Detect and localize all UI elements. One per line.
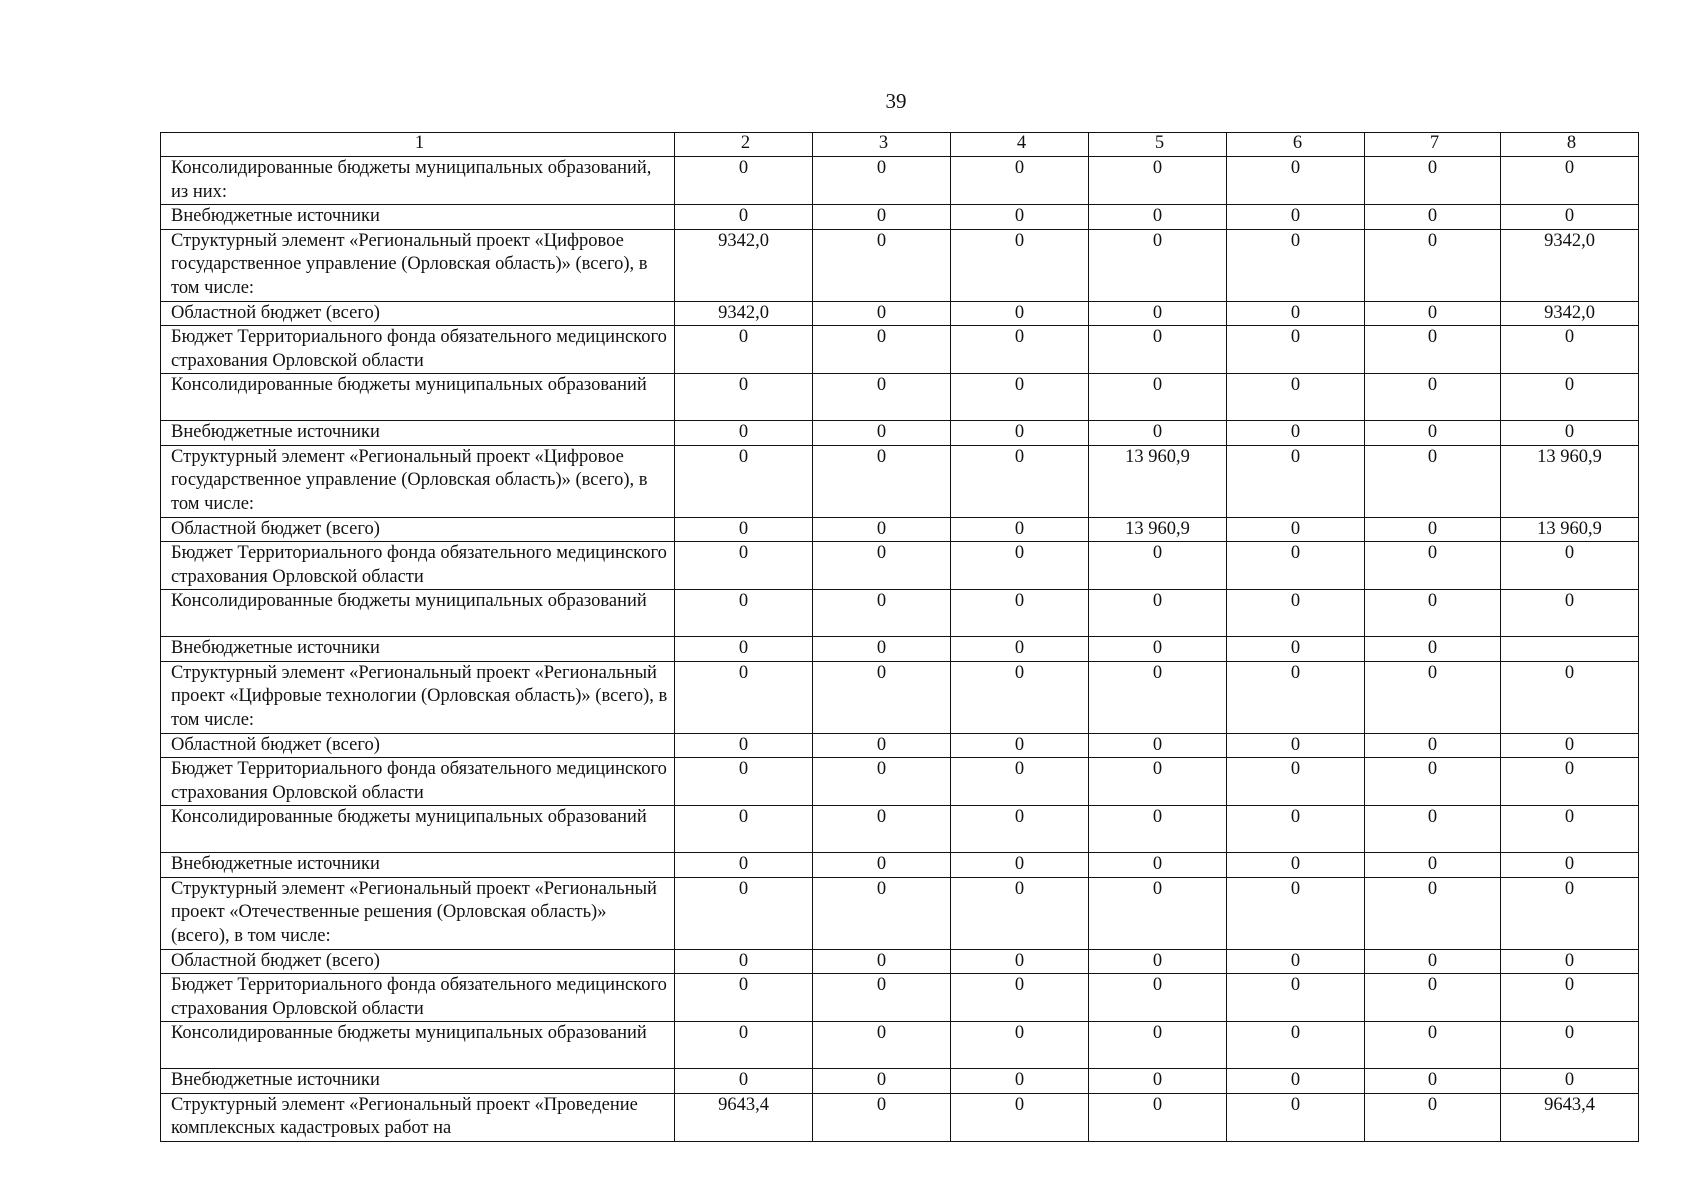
table-row [161, 421, 1639, 446]
table-row [161, 590, 1639, 637]
value-cell: 0 [1227, 758, 1365, 806]
value-cell: 13 960,9 [1089, 517, 1227, 542]
row-label: Структурный элемент «Региональный проект «Цифровое государственное управление (Орловская область)» (всего), в том числе: [161, 445, 675, 517]
value-cell: 0 [1089, 1022, 1227, 1069]
table-row [161, 445, 1639, 517]
value-cell: 0 [1501, 877, 1639, 949]
value-cell: 0 [1089, 637, 1227, 662]
value-cell: 0 [951, 1069, 1089, 1094]
value-cell: 0 [951, 758, 1089, 806]
value-cell: 0 [1227, 590, 1365, 637]
value-cell: 0 [675, 1069, 813, 1094]
value-cell: 0 [951, 421, 1089, 446]
row-label: Бюджет Территориального фонда обязательного медицинского страхования Орловской области [161, 542, 675, 590]
value-cell: 0 [951, 637, 1089, 662]
row-label: Бюджет Территориального фонда обязательного медицинского страхования Орловской области [161, 758, 675, 806]
page-number: 39 [885, 89, 907, 113]
row-label: Консолидированные бюджеты муниципальных образований, из них: [161, 157, 675, 205]
table-row [161, 542, 1639, 590]
row-label: Внебюджетные источники [161, 421, 675, 446]
value-cell: 0 [951, 1022, 1089, 1069]
value-cell: 0 [1365, 733, 1501, 758]
value-cell: 9342,0 [675, 229, 813, 301]
value-cell: 0 [1089, 229, 1227, 301]
value-cell: 0 [675, 758, 813, 806]
value-cell: 9342,0 [1501, 301, 1639, 326]
value-cell: 0 [1089, 853, 1227, 878]
column-header: 1 [161, 133, 675, 157]
table-row [161, 374, 1639, 421]
row-label: Областной бюджет (всего) [161, 301, 675, 326]
column-header: 3 [813, 133, 951, 157]
table-row [161, 1069, 1639, 1094]
value-cell: 0 [675, 445, 813, 517]
table-row [161, 974, 1639, 1022]
budget-table [160, 132, 1639, 1142]
row-label: Внебюджетные источники [161, 637, 675, 662]
table-row [161, 1022, 1639, 1069]
value-cell: 0 [1227, 853, 1365, 878]
column-header: 8 [1501, 133, 1639, 157]
value-cell: 0 [1365, 877, 1501, 949]
value-cell: 0 [813, 1022, 951, 1069]
value-cell: 0 [1501, 1069, 1639, 1094]
value-cell: 0 [951, 590, 1089, 637]
value-cell: 0 [813, 949, 951, 974]
value-cell: 13 960,9 [1501, 517, 1639, 542]
table-row [161, 157, 1639, 205]
value-cell: 0 [813, 517, 951, 542]
value-cell: 0 [1501, 1022, 1639, 1069]
column-header: 7 [1365, 133, 1501, 157]
value-cell: 0 [1089, 157, 1227, 205]
value-cell: 0 [675, 517, 813, 542]
value-cell: 0 [1227, 229, 1365, 301]
table-row [161, 733, 1639, 758]
row-label: Структурный элемент «Региональный проект «Региональный проект «Цифровые технологии (Орловская область)» (всего), в том числе: [161, 661, 675, 733]
value-cell: 0 [1365, 1069, 1501, 1094]
column-header: 5 [1089, 133, 1227, 157]
value-cell: 0 [1089, 661, 1227, 733]
value-cell: 0 [813, 301, 951, 326]
value-cell: 0 [951, 661, 1089, 733]
value-cell: 0 [813, 758, 951, 806]
value-cell: 0 [1501, 758, 1639, 806]
value-cell: 0 [675, 374, 813, 421]
value-cell: 0 [1501, 590, 1639, 637]
row-label: Областной бюджет (всего) [161, 949, 675, 974]
value-cell: 0 [1365, 421, 1501, 446]
value-cell: 0 [813, 974, 951, 1022]
value-cell: 0 [675, 542, 813, 590]
value-cell: 0 [1365, 853, 1501, 878]
value-cell: 0 [675, 637, 813, 662]
value-cell: 0 [1227, 1069, 1365, 1094]
value-cell: 0 [813, 733, 951, 758]
value-cell: 0 [951, 1093, 1089, 1141]
value-cell: 0 [1089, 974, 1227, 1022]
table-row [161, 1093, 1639, 1141]
value-cell: 0 [1501, 974, 1639, 1022]
value-cell: 0 [1089, 877, 1227, 949]
row-label: Консолидированные бюджеты муниципальных образований [161, 1022, 675, 1069]
row-label: Областной бюджет (всего) [161, 733, 675, 758]
value-cell: 0 [1227, 637, 1365, 662]
value-cell: 0 [813, 853, 951, 878]
row-label: Внебюджетные источники [161, 853, 675, 878]
table-row [161, 949, 1639, 974]
value-cell: 0 [675, 806, 813, 853]
value-cell: 0 [951, 974, 1089, 1022]
value-cell: 0 [1365, 374, 1501, 421]
value-cell: 0 [1501, 949, 1639, 974]
value-cell: 0 [813, 877, 951, 949]
value-cell: 0 [1227, 1093, 1365, 1141]
row-label: Консолидированные бюджеты муниципальных образований [161, 374, 675, 421]
value-cell: 0 [1227, 517, 1365, 542]
value-cell: 0 [1089, 806, 1227, 853]
value-cell: 0 [675, 733, 813, 758]
value-cell: 0 [1501, 542, 1639, 590]
value-cell: 0 [1227, 301, 1365, 326]
value-cell: 0 [1365, 949, 1501, 974]
value-cell: 0 [1089, 590, 1227, 637]
value-cell: 0 [813, 205, 951, 230]
value-cell: 0 [1227, 974, 1365, 1022]
value-cell: 0 [675, 590, 813, 637]
table-row [161, 758, 1639, 806]
row-label: Структурный элемент «Региональный проект «Проведение комплексных кадастровых работ на [161, 1093, 675, 1141]
value-cell: 0 [1227, 806, 1365, 853]
value-cell: 0 [1365, 637, 1501, 662]
value-cell: 0 [1501, 661, 1639, 733]
value-cell: 0 [675, 1022, 813, 1069]
value-cell: 0 [1227, 542, 1365, 590]
value-cell: 0 [1365, 661, 1501, 733]
value-cell: 0 [1227, 445, 1365, 517]
row-label: Консолидированные бюджеты муниципальных образований [161, 806, 675, 853]
value-cell: 0 [1365, 1093, 1501, 1141]
value-cell: 0 [951, 542, 1089, 590]
value-cell: 0 [675, 974, 813, 1022]
value-cell: 0 [1365, 1022, 1501, 1069]
row-label: Бюджет Территориального фонда обязательного медицинского страхования Орловской области [161, 326, 675, 374]
value-cell: 0 [1501, 421, 1639, 446]
value-cell: 0 [813, 637, 951, 662]
value-cell: 0 [675, 949, 813, 974]
table-row [161, 877, 1639, 949]
value-cell: 0 [951, 157, 1089, 205]
value-cell: 0 [1089, 1093, 1227, 1141]
value-cell: 0 [951, 374, 1089, 421]
table-row [161, 637, 1639, 662]
row-label: Консолидированные бюджеты муниципальных образований [161, 590, 675, 637]
value-cell: 0 [675, 157, 813, 205]
value-cell: 0 [951, 445, 1089, 517]
column-header: 2 [675, 133, 813, 157]
table-row [161, 517, 1639, 542]
value-cell: 0 [1089, 542, 1227, 590]
value-cell: 0 [675, 853, 813, 878]
value-cell: 0 [951, 301, 1089, 326]
value-cell: 0 [1365, 517, 1501, 542]
value-cell: 0 [1227, 205, 1365, 230]
value-cell: 0 [675, 877, 813, 949]
value-cell: 0 [951, 949, 1089, 974]
row-label: Структурный элемент «Региональный проект «Региональный проект «Отечественные решения (Орловская область)» (всего), в том числе: [161, 877, 675, 949]
value-cell: 0 [813, 421, 951, 446]
value-cell: 0 [1089, 205, 1227, 230]
table-row [161, 301, 1639, 326]
value-cell: 0 [1227, 157, 1365, 205]
value-cell: 0 [813, 1093, 951, 1141]
value-cell: 0 [1089, 949, 1227, 974]
table-row [161, 853, 1639, 878]
value-cell: 0 [1365, 445, 1501, 517]
value-cell: 0 [675, 205, 813, 230]
column-header: 4 [951, 133, 1089, 157]
value-cell: 0 [1089, 758, 1227, 806]
value-cell: 0 [1365, 758, 1501, 806]
value-cell: 9643,4 [675, 1093, 813, 1141]
value-cell: 0 [813, 445, 951, 517]
row-label: Бюджет Территориального фонда обязательного медицинского страхования Орловской области [161, 974, 675, 1022]
value-cell: 0 [813, 157, 951, 205]
value-cell: 0 [1501, 157, 1639, 205]
value-cell: 0 [1501, 205, 1639, 230]
value-cell: 0 [951, 733, 1089, 758]
value-cell: 0 [1365, 806, 1501, 853]
value-cell: 0 [1227, 1022, 1365, 1069]
value-cell: 0 [813, 806, 951, 853]
value-cell: 0 [951, 806, 1089, 853]
table-row [161, 661, 1639, 733]
value-cell: 0 [1365, 326, 1501, 374]
value-cell: 0 [1089, 421, 1227, 446]
value-cell: 0 [1089, 374, 1227, 421]
value-cell: 0 [675, 326, 813, 374]
value-cell: 9342,0 [675, 301, 813, 326]
value-cell: 0 [1227, 661, 1365, 733]
value-cell: 0 [813, 590, 951, 637]
value-cell: 0 [1501, 326, 1639, 374]
table-row [161, 806, 1639, 853]
table-row [161, 326, 1639, 374]
value-cell: 0 [1365, 205, 1501, 230]
value-cell: 0 [1501, 853, 1639, 878]
value-cell: 0 [813, 1069, 951, 1094]
value-cell: 9342,0 [1501, 229, 1639, 301]
value-cell: 0 [1089, 733, 1227, 758]
row-label: Структурный элемент «Региональный проект «Цифровое государственное управление (Орловская область)» (всего), в том числе: [161, 229, 675, 301]
value-cell: 0 [1227, 374, 1365, 421]
value-cell: 0 [1365, 590, 1501, 637]
value-cell: 0 [951, 229, 1089, 301]
row-label: Внебюджетные источники [161, 1069, 675, 1094]
value-cell: 0 [951, 853, 1089, 878]
value-cell: 0 [1227, 877, 1365, 949]
value-cell: 0 [1501, 733, 1639, 758]
value-cell: 0 [1227, 733, 1365, 758]
value-cell [1501, 637, 1639, 662]
value-cell: 0 [675, 661, 813, 733]
value-cell: 0 [813, 326, 951, 374]
value-cell: 0 [1089, 301, 1227, 326]
table-row [161, 229, 1639, 301]
row-label: Внебюджетные источники [161, 205, 675, 230]
value-cell: 0 [1365, 301, 1501, 326]
value-cell: 0 [951, 326, 1089, 374]
value-cell: 13 960,9 [1501, 445, 1639, 517]
value-cell: 0 [813, 661, 951, 733]
value-cell: 0 [1365, 157, 1501, 205]
table-row [161, 205, 1639, 230]
value-cell: 0 [813, 542, 951, 590]
value-cell: 0 [1227, 326, 1365, 374]
value-cell: 0 [1227, 421, 1365, 446]
value-cell: 0 [813, 229, 951, 301]
value-cell: 0 [1365, 974, 1501, 1022]
table-header-row [161, 133, 1639, 157]
column-header: 6 [1227, 133, 1365, 157]
value-cell: 0 [1089, 326, 1227, 374]
value-cell: 0 [813, 374, 951, 421]
value-cell: 0 [1227, 949, 1365, 974]
value-cell: 0 [1501, 806, 1639, 853]
value-cell: 9643,4 [1501, 1093, 1639, 1141]
value-cell: 0 [1501, 374, 1639, 421]
value-cell: 0 [1089, 1069, 1227, 1094]
value-cell: 0 [951, 877, 1089, 949]
value-cell: 0 [951, 205, 1089, 230]
value-cell: 0 [675, 421, 813, 446]
value-cell: 0 [1365, 542, 1501, 590]
row-label: Областной бюджет (всего) [161, 517, 675, 542]
value-cell: 0 [951, 517, 1089, 542]
value-cell: 13 960,9 [1089, 445, 1227, 517]
value-cell: 0 [1365, 229, 1501, 301]
